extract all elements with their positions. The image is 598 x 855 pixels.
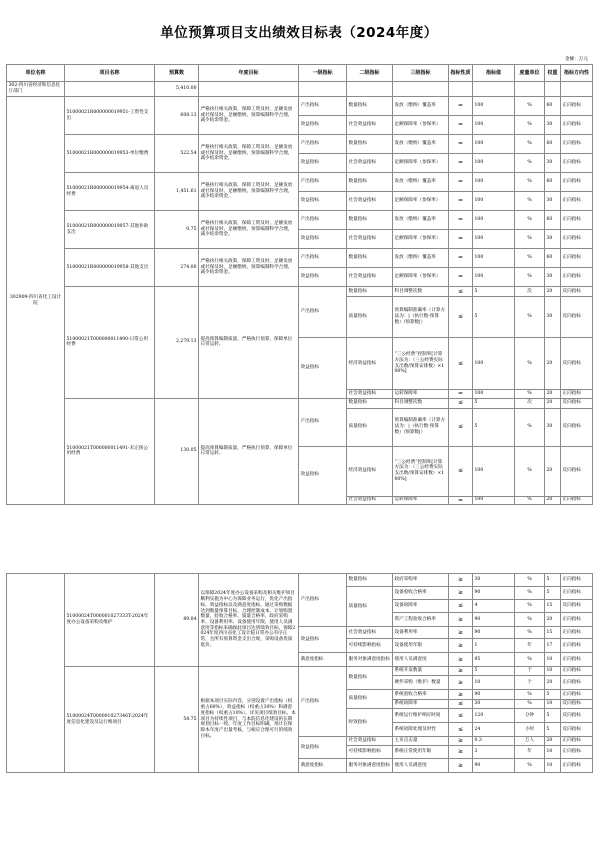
table-row: 质量指标 预算编制准确率（计算方法为：|（执行数-预算数）/预算数|） ≤ 5 % 30 反向指标	[7, 408, 593, 446]
table-row: 效益指标 社会效益指标 足额保障率（参保率） = 100 % 30 正向指标	[7, 154, 593, 173]
dept-name: 302-四川省经济和信息化厅部门	[7, 82, 65, 97]
header-cell: 权重	[545, 65, 561, 82]
project-amount: 54.75	[155, 667, 199, 773]
project-amount: 0.75	[155, 211, 199, 249]
table-row: 质量指标 系统验收合格率 ≥ 90 % 5 正向指标	[7, 690, 593, 700]
project-amount: 608.13	[155, 97, 199, 135]
header-cell: 一级指标	[299, 65, 347, 82]
header-cell: 度量单位	[515, 65, 545, 82]
table-row: 质量指标 设备验收合格率 ≥ 90 % 5 正向指标	[7, 587, 593, 600]
table-row: 效益指标 经济效益指标 “三公经费”控制率[计算方法为：（三公经费实际支出数/预算安排数）×100%] ≤ 100 % 20 反向指标	[7, 338, 593, 390]
header-cell: 单位名称	[7, 65, 65, 82]
annual-goal: 根据本项目实际内容，分别设置产出指标（权重占60%），效益指标（权重占30%）和满意度指标（权重占10%）。详见项目绩效目标。本项目为持续性项目，与本院信息化建设的长期规划目标一致。年度工作目标明确，预计在保障本年度产出量考核，与相应合理可行的绩效目标。	[199, 667, 299, 773]
table-row: 效益指标 社会效益指标 设备利用率 ≥ 90 % 15 正向指标	[7, 627, 593, 639]
project-name: 51000024T000001027333T-2024年度办公设备采购及维护	[65, 574, 155, 667]
project-amount: 89.04	[155, 574, 199, 667]
project-amount: 2,279.13	[155, 287, 199, 399]
project-name: 51000021T000000011491-未完预公用经费	[65, 398, 155, 505]
table-row: 效益指标 社会效益指标 足额保障率（参保率） = 100 % 30 正向指标	[7, 116, 593, 135]
annual-goal: 以保障2024年度办公设备采购及相关维护项目顺利实施为中心为保障业务运行，优化产出指标，效益指标以及满意度指标。通过采购数据达到数量预算目标，合理控制成本，计划购置数量，验收合格率、质量合格率，政府采购率、设备利用率、设备使用年限，使用人员满意度等指标来确保此项目达到绩效目标，保障2024年度四川省化工设计院日常办公有序正常，且所有预算资金支出合规，采购设备优质低价。	[199, 574, 299, 667]
table-row: 51000024T000001027346T-2024年度信息化建设及运行维项目 54.75 根据本项目实际内容，分别设置产出指标（权重占60%），效益指标（权重占30%）和满意度指标（权重占10%）。详见项目绩效目标。本项目为持续性项目，与本院信息化建设的长期规划目标一致。年度工作目标明确，预计在保障本年度产出量考核，与相应合理可行的绩效目标。 产出指标 数量指标 系统开发数量 ≥ 5 个 10 正向指标	[7, 667, 593, 676]
table-row: 效益指标 经济效益指标 “三公经费”控制率[计算方法为：（三公经费实际支出数/预算安排数）×100%] ≤ 100 % 20 反向指标	[7, 446, 593, 496]
annual-goal: 严格执行相关政策，保障工资及时、足额发放或社保及时、足额缴纳，预算编制科学合理，减少结余资金。	[199, 249, 299, 287]
table-row: 质量指标 预算编制准确率（计算方法为：|（执行数-预算数）/预算数|） ≤ 5 % 30 反向指标	[7, 297, 593, 338]
project-name: 51000021R000000019951-工资性支出	[65, 97, 155, 135]
table-row	[7, 82, 593, 97]
table-row: 社会效益指标 运转保障率 = 100 % 20 正向指标	[7, 390, 593, 399]
table-row: 资产工程验收合格率 ≥ 90 % 20 正向指标	[7, 613, 593, 627]
table-row: 效益指标 社会效益指标 足额保障率（参保率） = 100 % 30 正向指标	[7, 230, 593, 249]
page-title: 单位预算项目支出绩效目标表（2024年度）	[160, 25, 438, 41]
project-amount: 130.05	[155, 398, 199, 505]
table-row: 51000021T000000011491-未完预公用经费 130.05 提高预算编制质量，严格执行预算，保障单位日常运转。 产出指标 数量指标 科目调整次数 ≤ 5 次 20 反向指标	[7, 398, 593, 408]
performance-table	[6, 64, 593, 505]
table-row: 系统故障处理及时性 ≤ 24 小时 5 反向指标	[7, 723, 593, 737]
table-row: 51000021T000000011490-日常公用经费 2,279.13 提高预算编制质量，严格执行预算，保障单位日常运转。 产出指标 数量指标 科目调整次数 ≤ 5 次 20 反向指标	[7, 287, 593, 297]
project-amount: 1,451.61	[155, 173, 199, 211]
table-row: 51000021R000000019954-离退人员经费 1,451.61 严格执行相关政策，保障工资及时、足额发放或社保及时、足额缴纳，预算编制科学合理，减少结余资金。 产出指标 数量指标 发放（缴纳）覆盖率 = 100 % 60 正向指标	[7, 173, 593, 192]
annual-goal: 提高预算编制质量，严格执行预算，保障单位日常运转。	[199, 287, 299, 399]
table-row: 效益指标 社会效益指标 主页点击量 ≥ 0.3 万人 20 正向指标	[7, 737, 593, 746]
header-cell: 指标性质	[449, 65, 473, 82]
table-row: 硬件采购（维护）数量 ≥ 10 个 20 正向指标	[7, 676, 593, 690]
project-name: 51000021R000000019953-单位缴费	[65, 135, 155, 173]
header-cell: 三级指标	[393, 65, 449, 82]
table-row: 51000024T000001027333T-2024年度办公设备采购及维护 89.04 以保障2024年度办公设备采购及相关维护项目顺利实施为中心为保障业务运行，优化产出指标，效益指标以及满意度指标。通过采购数据达到数量预算目标，合理控制成本，计划购置数量，验收合格率、质量合格率，政府采购率、设备利用率、设备使用年限，使用人员满意度等指标来确保此项目达到绩效目标，保障2024年度四川省化工设计院日常办公有序正常，且所有预算资金支出合规，采购设备优质低价。 产出指标 数量指标 政府采购率 ≥ 30 % 5 正向指标	[7, 574, 593, 587]
table-row: 设备故障率 ≤ 4 % 15 反向指标	[7, 600, 593, 613]
table-row: 满意度指标 服务对象满意度指标 使用人员满意度 ≥ 90 % 10 正向指标	[7, 759, 593, 773]
header-cell: 预算数	[155, 65, 199, 82]
annual-goal: 严格执行相关政策，保障工资及时、足额发放或社保及时、足额缴纳，预算编制科学合理，减少结余资金。	[199, 97, 299, 135]
annual-goal: 严格执行相关政策，保障工资及时、足额发放或社保及时、足额缴纳，预算编制科学合理，减少结余资金。	[199, 173, 299, 211]
dept-total: 5,410.00	[155, 82, 199, 97]
header-cell: 指标值	[473, 65, 515, 82]
project-name: 51000021R000000019958-其他支出	[65, 249, 155, 287]
header-cell: 年度目标	[199, 65, 299, 82]
table-row: 可持续影响指标 设备使用年限 ≥ 1 年 17 正向指标	[7, 639, 593, 653]
project-name: 51000021T000000011490-日常公用经费	[65, 287, 155, 399]
unit-label: 金额：万元	[565, 57, 588, 62]
project-name: 51000024T000001027346T-2024年度信息化建设及运行维项目	[65, 667, 155, 773]
unit-name: 302909-四川省化工设计院	[7, 97, 65, 505]
header-cell: 指标方向性	[561, 65, 593, 82]
table-row: 302909-四川省化工设计院 51000021R000000019951-工资性支出 608.13 严格执行相关政策，保障工资及时、足额发放或社保及时、足额缴纳，预算编制科学合理，减少结余资金。 产出指标 数量指标 发放（缴纳）覆盖率 = 100 % 60 正向指标	[7, 97, 593, 116]
annual-goal: 提高预算编制质量，严格执行预算，保障单位日常运转。	[199, 398, 299, 505]
table-row: 效益指标 社会效益指标 足额保障率（参保率） = 100 % 30 正向指标	[7, 268, 593, 287]
table-row: 可持续影响指标 系统正常使用年限 ≥ 3 年 10 正向指标	[7, 746, 593, 759]
table-row: 系统故障率 ≤ 30 % 10 反向指标	[7, 700, 593, 709]
project-amount: 274.00	[155, 249, 199, 287]
header-cell: 项目名称	[65, 65, 155, 82]
table-row: 51000021R000000019958-其他支出 274.00 严格执行相关政策，保障工资及时、足额发放或社保及时、足额缴纳，预算编制科学合理，减少结余资金。 产出指标 数量指标 发放（缴纳）覆盖率 = 100 % 60 正向指标	[7, 249, 593, 268]
annual-goal: 严格执行相关政策，保障工资及时、足额发放或社保及时、足额缴纳，预算编制科学合理，减少结余资金。	[199, 211, 299, 249]
project-name: 51000021R000000019957-其他补助支出	[65, 211, 155, 249]
performance-table-lower	[6, 573, 593, 773]
annual-goal: 严格执行相关政策，保障工资及时、足额发放或社保及时、足额缴纳，预算编制科学合理，减少结余资金。	[199, 135, 299, 173]
table-row: 51000021R000000019957-其他补助支出 0.75 严格执行相关政策，保障工资及时、足额发放或社保及时、足额缴纳，预算编制科学合理，减少结余资金。 产出指标 数量指标 发放（缴纳）覆盖率 = 100 % 60 正向指标	[7, 211, 593, 230]
table-row: 社会效益指标 运转保障率 = 100 % 20 正向指标	[7, 496, 593, 505]
project-amount: 522.54	[155, 135, 199, 173]
table-row: 时效指标 系统运行维护响应时间 ≤ 120 分钟 5 反向指标	[7, 709, 593, 723]
table-row: 效益指标 社会效益指标 足额保障率（参保率） = 100 % 30 正向指标	[7, 192, 593, 211]
header-row	[7, 65, 593, 82]
table-row: 51000021R000000019953-单位缴费 522.54 严格执行相关政策，保障工资及时、足额发放或社保及时、足额缴纳，预算编制科学合理，减少结余资金。 产出指标 数量指标 发放（缴纳）覆盖率 = 100 % 60 正向指标	[7, 135, 593, 154]
header-cell: 二级指标	[347, 65, 393, 82]
table-row: 满意度指标 服务对象满意度指标 使用人员满意度 ≥ 95 % 10 正向指标	[7, 653, 593, 667]
project-name: 51000021R000000019954-离退人员经费	[65, 173, 155, 211]
